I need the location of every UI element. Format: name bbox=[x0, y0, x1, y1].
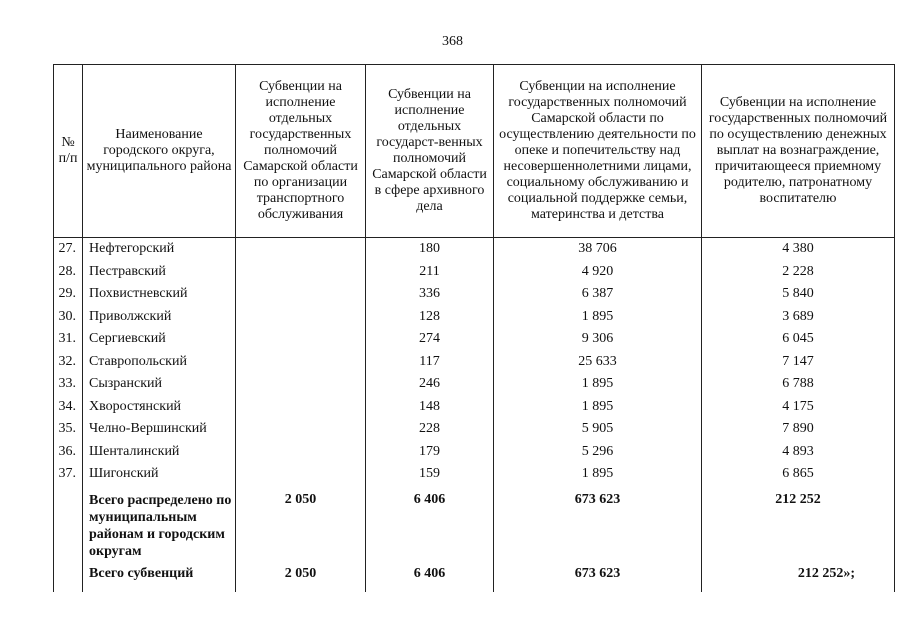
payments-value: 6 865 bbox=[702, 463, 895, 486]
table-row bbox=[54, 441, 895, 464]
guardianship-value: 1 895 bbox=[494, 396, 702, 419]
district-name: Челно-Вершинский bbox=[83, 418, 236, 441]
district-name: Похвистневский bbox=[83, 283, 236, 306]
table-row bbox=[54, 396, 895, 419]
row-number: 33. bbox=[54, 373, 83, 396]
payments-value: 3 689 bbox=[702, 306, 895, 329]
header-payments: Субвенции на исполнение государственных полномочий по осуществлению денежных выплат на вознаграждение, причитающееся приемному родителю, патронатному воспитателю bbox=[702, 65, 895, 238]
guardianship-value: 1 895 bbox=[494, 373, 702, 396]
table-row bbox=[54, 238, 895, 261]
district-name: Хворостянский bbox=[83, 396, 236, 419]
table-row bbox=[54, 418, 895, 441]
guardianship-value: 6 387 bbox=[494, 283, 702, 306]
total-subventions-guardianship: 673 623 bbox=[494, 560, 702, 592]
district-name: Сергиевский bbox=[83, 328, 236, 351]
table-header bbox=[54, 65, 895, 238]
table-row bbox=[54, 351, 895, 374]
payments-value: 7 890 bbox=[702, 418, 895, 441]
payments-value: 4 380 bbox=[702, 238, 895, 261]
transport-value bbox=[236, 463, 366, 486]
row-number: 29. bbox=[54, 283, 83, 306]
archive-value: 228 bbox=[366, 418, 494, 441]
transport-value bbox=[236, 328, 366, 351]
table-row bbox=[54, 261, 895, 284]
row-number: 36. bbox=[54, 441, 83, 464]
table-body bbox=[54, 238, 895, 592]
row-number: 31. bbox=[54, 328, 83, 351]
row-number: 35. bbox=[54, 418, 83, 441]
transport-value bbox=[236, 351, 366, 374]
header-transport: Субвенции на исполнение отдельных государственных полномочий Самарской области по организации транспортного обслуживания bbox=[236, 65, 366, 238]
guardianship-value: 5 905 bbox=[494, 418, 702, 441]
district-name: Сызранский bbox=[83, 373, 236, 396]
archive-value: 180 bbox=[366, 238, 494, 261]
archive-value: 117 bbox=[366, 351, 494, 374]
total-subventions-num bbox=[54, 560, 83, 592]
subventions-table bbox=[53, 64, 895, 592]
header-number: № п/п bbox=[54, 65, 83, 238]
archive-value: 274 bbox=[366, 328, 494, 351]
transport-value bbox=[236, 261, 366, 284]
total-subventions-label: Всего субвенций bbox=[83, 560, 236, 592]
transport-value bbox=[236, 373, 366, 396]
archive-value: 179 bbox=[366, 441, 494, 464]
district-name: Нефтегорский bbox=[83, 238, 236, 261]
transport-value bbox=[236, 283, 366, 306]
total-subventions-archive: 6 406 bbox=[366, 560, 494, 592]
total-distributed-payments: 212 252 bbox=[702, 486, 895, 560]
row-number: 30. bbox=[54, 306, 83, 329]
guardianship-value: 4 920 bbox=[494, 261, 702, 284]
transport-value bbox=[236, 441, 366, 464]
header-name: Наименование городского округа, муниципального района bbox=[83, 65, 236, 238]
district-name: Пестравский bbox=[83, 261, 236, 284]
guardianship-value: 1 895 bbox=[494, 306, 702, 329]
table-row bbox=[54, 373, 895, 396]
guardianship-value: 38 706 bbox=[494, 238, 702, 261]
district-name: Шигонский bbox=[83, 463, 236, 486]
payments-value: 6 045 bbox=[702, 328, 895, 351]
payments-value: 6 788 bbox=[702, 373, 895, 396]
transport-value bbox=[236, 396, 366, 419]
payments-value: 4 175 bbox=[702, 396, 895, 419]
guardianship-value: 25 633 bbox=[494, 351, 702, 374]
row-number: 27. bbox=[54, 238, 83, 261]
district-name: Шенталинский bbox=[83, 441, 236, 464]
total-distributed-guardianship: 673 623 bbox=[494, 486, 702, 560]
transport-value bbox=[236, 418, 366, 441]
guardianship-value: 9 306 bbox=[494, 328, 702, 351]
archive-value: 246 bbox=[366, 373, 494, 396]
row-number: 34. bbox=[54, 396, 83, 419]
table-row bbox=[54, 328, 895, 351]
table-row bbox=[54, 306, 895, 329]
total-subventions-row bbox=[54, 560, 895, 592]
total-subventions-transport: 2 050 bbox=[236, 560, 366, 592]
archive-value: 336 bbox=[366, 283, 494, 306]
header-archive: Субвенции на исполнение отдельных государст-венных полномочий Самарской области в сфере архивного дела bbox=[366, 65, 494, 238]
transport-value bbox=[236, 306, 366, 329]
district-name: Приволжский bbox=[83, 306, 236, 329]
payments-value: 4 893 bbox=[702, 441, 895, 464]
district-name: Ставропольский bbox=[83, 351, 236, 374]
total-distributed-archive: 6 406 bbox=[366, 486, 494, 560]
total-distributed-label: Всего распределено по муниципальным районам и городским округам bbox=[83, 486, 236, 560]
total-distributed-row bbox=[54, 486, 895, 560]
page-number: 368 bbox=[442, 34, 463, 49]
archive-value: 128 bbox=[366, 306, 494, 329]
total-subventions-payments: 212 252»; bbox=[702, 560, 895, 592]
archive-value: 148 bbox=[366, 396, 494, 419]
guardianship-value: 5 296 bbox=[494, 441, 702, 464]
archive-value: 159 bbox=[366, 463, 494, 486]
guardianship-value: 1 895 bbox=[494, 463, 702, 486]
table-row bbox=[54, 283, 895, 306]
row-number: 37. bbox=[54, 463, 83, 486]
archive-value: 211 bbox=[366, 261, 494, 284]
row-number: 32. bbox=[54, 351, 83, 374]
transport-value bbox=[236, 238, 366, 261]
payments-value: 2 228 bbox=[702, 261, 895, 284]
total-distributed-transport: 2 050 bbox=[236, 486, 366, 560]
table-row bbox=[54, 463, 895, 486]
payments-value: 5 840 bbox=[702, 283, 895, 306]
header-guardianship: Субвенции на исполнение государственных полномочий Самарской области по осуществлению деятельности по опеке и попечительству над несовершеннолетними лицами, социальному обслуживанию и социальной поддержке семьи, материнства и детства bbox=[494, 65, 702, 238]
total-distributed-num bbox=[54, 486, 83, 560]
row-number: 28. bbox=[54, 261, 83, 284]
payments-value: 7 147 bbox=[702, 351, 895, 374]
